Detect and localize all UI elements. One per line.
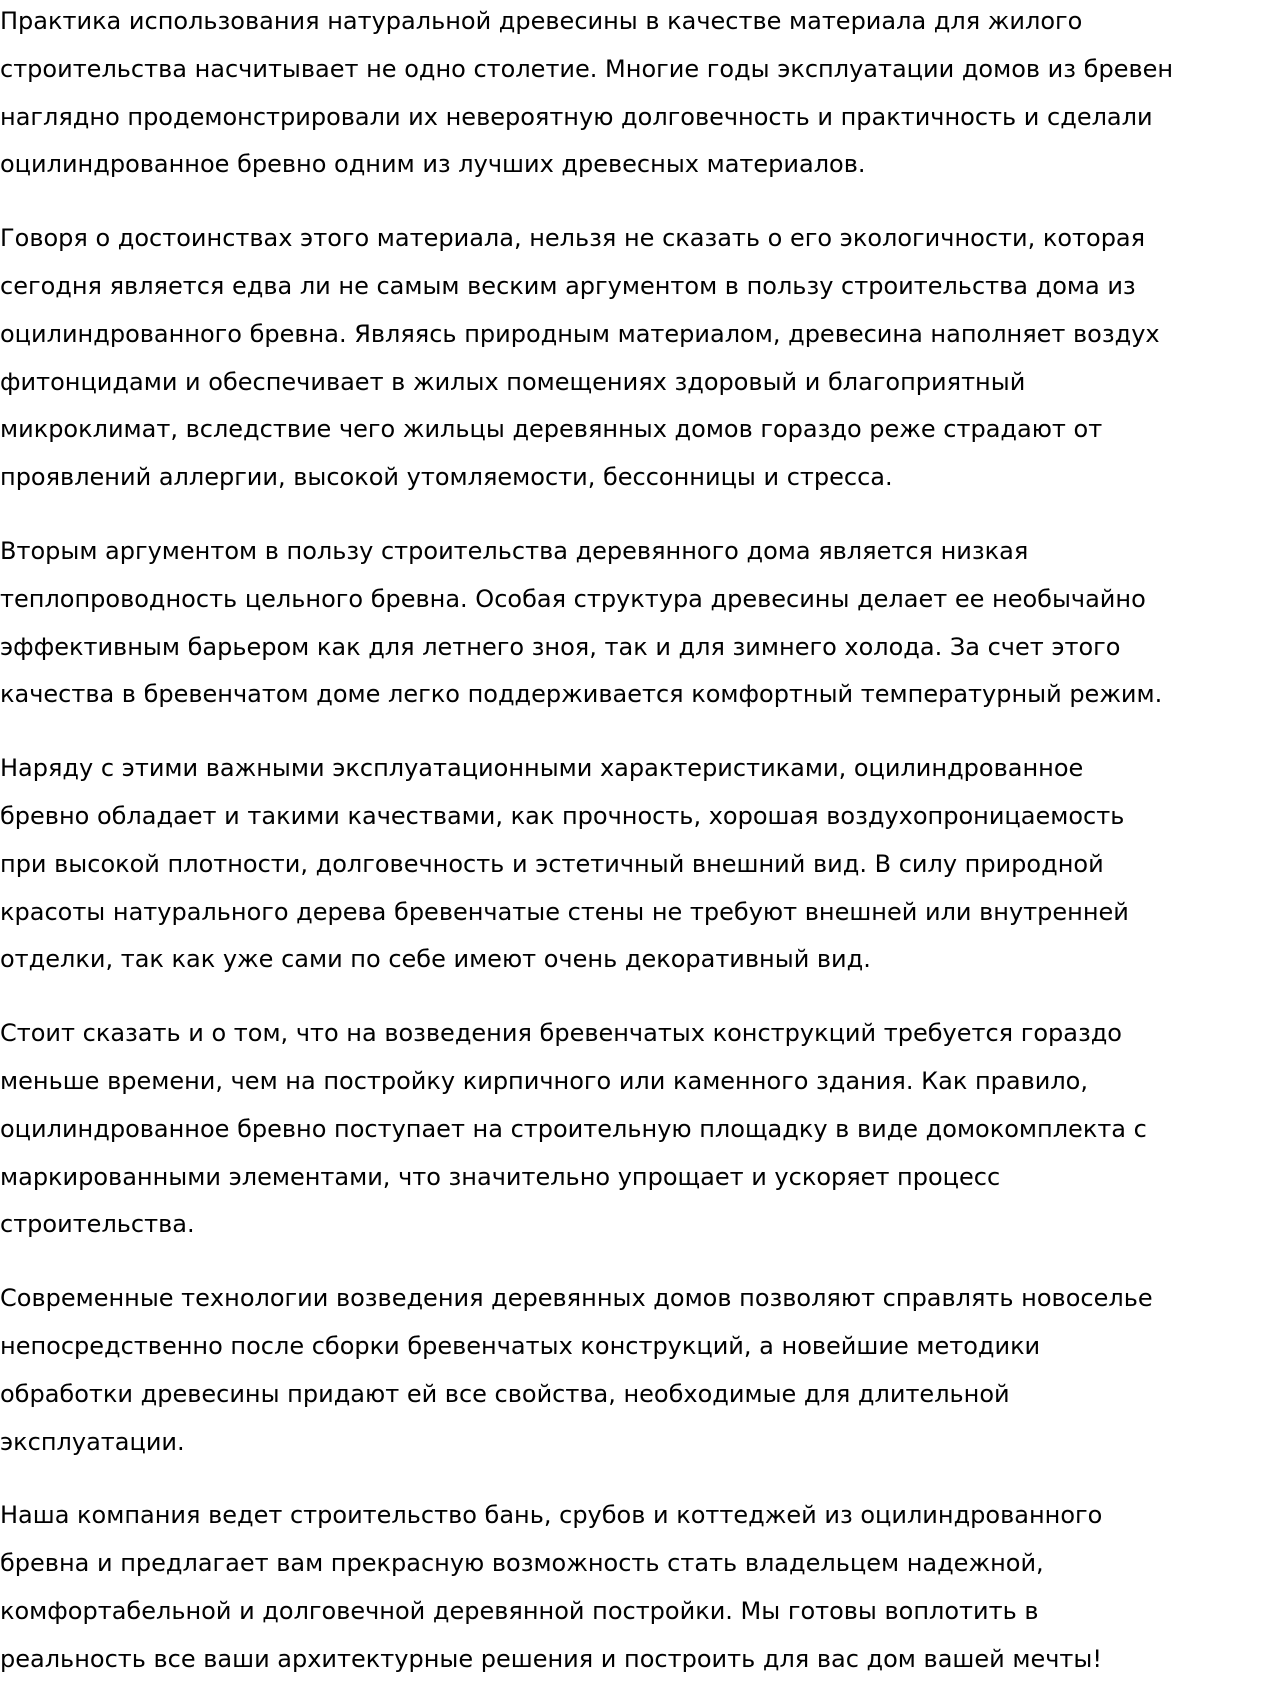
text-line: Говоря о достоинствах этого материала, нельзя не сказать о его экологичности, которая (0, 224, 1146, 253)
text-line: Стоит сказать и о том, что на возведения бревенчатых конструкций требуется гораздо (0, 1019, 1122, 1048)
text-line: красоты натурального дерева бревенчатые стены не требуют внешней или внутренней (0, 897, 1129, 926)
text-line: микроклимат, вследствие чего жильцы деревянных домов гораздо реже страдают от (0, 415, 1103, 444)
text-line: обработки древесины придают ей все свойства, необходимые для длительной (0, 1379, 1010, 1408)
text-line: фитонцидами и обеспечивает в жилых помещениях здоровый и благоприятный (0, 367, 1026, 396)
text-line: отделки, так как уже сами по себе имеют очень декоративный вид. (0, 945, 871, 974)
text-line: меньше времени, чем на постройку кирпичного или каменного здания. Как правило, (0, 1066, 1088, 1095)
paragraph-intro (0, 0, 1268, 189)
text-line: непосредственно после сборки бревенчатых конструкций, а новейшие методики (0, 1331, 1041, 1360)
text-line: строительства. (0, 1210, 195, 1239)
text-line: реальность все ваши архитектурные решения и построить для вас дом вашей мечты! (0, 1644, 1102, 1673)
text-line: теплопроводность цельного бревна. Особая структура древесины делает ее необычайно (0, 584, 1146, 613)
paragraph-technologies (0, 1275, 1268, 1466)
text-line: строительства насчитывает не одно столетие. Многие годы эксплуатации домов из бревен (0, 54, 1174, 83)
text-line: оцилиндрованного бревна. Являясь природным материалом, древесина наполняет воздух (0, 319, 1160, 348)
text-line: проявлений аллергии, высокой утомляемости, бессонницы и стресса. (0, 463, 893, 492)
paragraph-ecology (0, 215, 1268, 502)
paragraph-qualities (0, 745, 1268, 984)
text-line: оцилиндрованное бревно поступает на строительную площадку в виде домокомплекта с (0, 1114, 1147, 1143)
text-line: Современные технологии возведения деревянных домов позволяют справлять новоселье (0, 1284, 1153, 1313)
text-line: Вторым аргументом в пользу строительства деревянного дома является низкая (0, 536, 1029, 565)
text-line: наглядно продемонстрировали их невероятную долговечность и практичность и сделали (0, 102, 1153, 131)
text-line: бревно обладает и такими качествами, как прочность, хорошая воздухопроницаемость (0, 801, 1125, 830)
text-line: Наряду с этими важными эксплуатационными характеристиками, оцилиндрованное (0, 754, 1084, 783)
text-line: маркированными элементами, что значительно упрощает и ускоряет процесс (0, 1162, 1001, 1191)
text-line: качества в бревенчатом доме легко поддерживается комфортный температурный режим. (0, 680, 1163, 709)
text-line: сегодня является едва ли не самым веским аргументом в пользу строительства дома из (0, 271, 1136, 300)
paragraph-thermal (0, 528, 1268, 719)
text-line: Наша компания ведет строительство бань, срубов и коттеджей из оцилиндрованного (0, 1501, 1103, 1530)
text-line: эксплуатации. (0, 1427, 185, 1456)
paragraph-company (0, 1492, 1268, 1683)
text-line: при высокой плотности, долговечность и эстетичный внешний вид. В силу природной (0, 849, 1104, 878)
text-line: оцилиндрованное бревно одним из лучших древесных материалов. (0, 150, 866, 179)
text-line: эффективным барьером как для летнего зноя, так и для зимнего холода. За счет этого (0, 632, 1121, 661)
text-line: Практика использования натуральной древесины в качестве материала для жилого (0, 7, 1083, 35)
text-line: комфортабельной и долговечной деревянной постройки. Мы готовы воплотить в (0, 1596, 1039, 1625)
paragraph-construction-time (0, 1010, 1268, 1249)
text-line: бревна и предлагает вам прекрасную возможность стать владельцем надежной, (0, 1549, 1044, 1578)
